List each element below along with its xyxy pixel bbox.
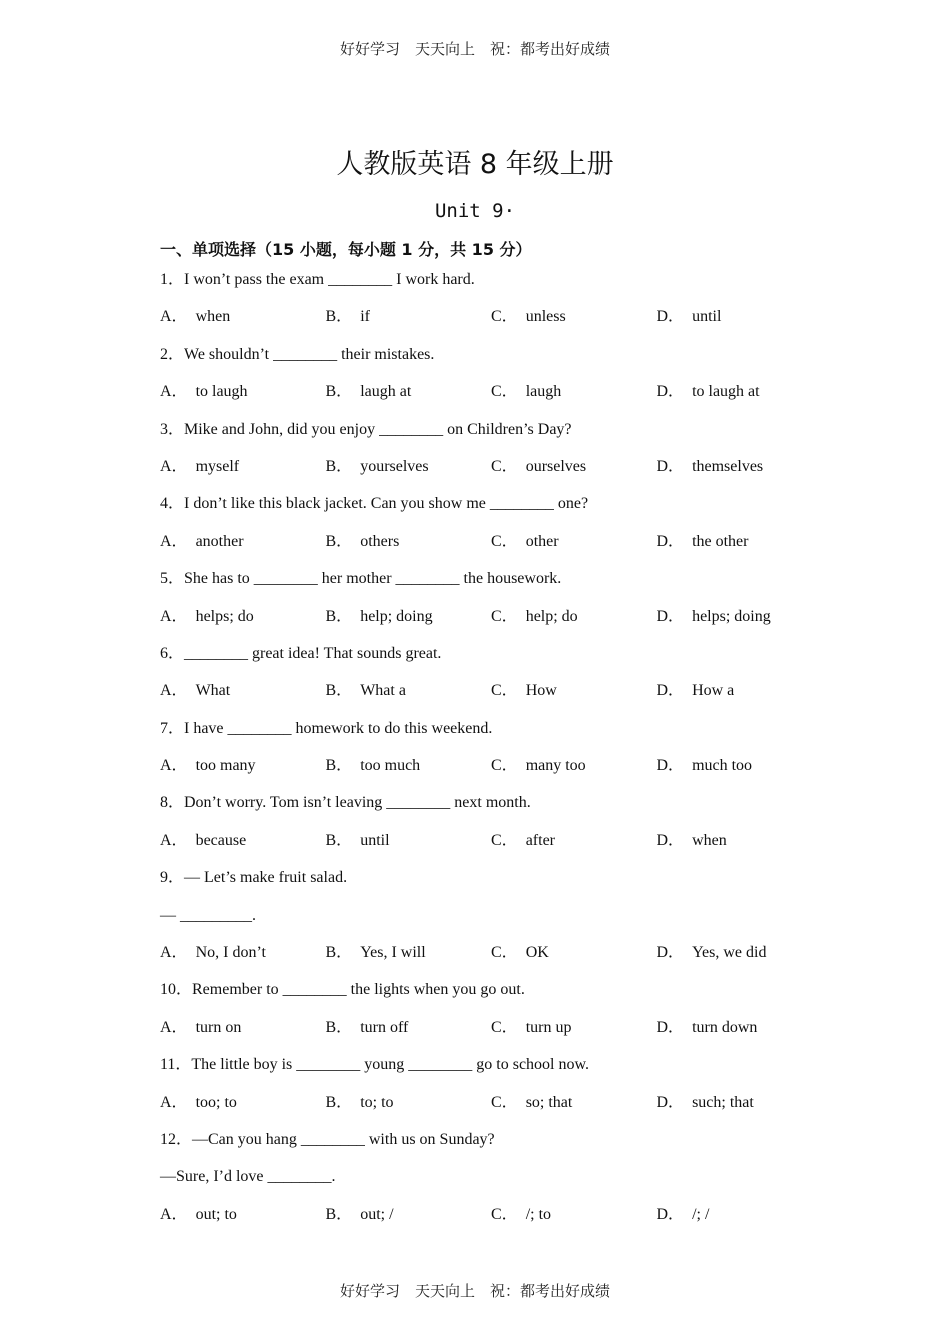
option-a (160, 679, 326, 716)
option-text: turn up (525, 1018, 572, 1036)
question-list (160, 268, 840, 1240)
option-text: help; do (525, 607, 578, 625)
option-a (160, 380, 326, 417)
option-label: A． (160, 532, 188, 550)
option-b (326, 1203, 492, 1240)
option-text: to; to (360, 1093, 394, 1111)
option-text: to laugh at (692, 383, 760, 401)
option-a (160, 530, 326, 567)
option-label: B． (325, 831, 353, 849)
option-label: A． (160, 757, 188, 775)
option-text: turn on (195, 1018, 242, 1036)
option-label: D． (656, 607, 685, 625)
option-text: How a (692, 682, 735, 700)
options-row (160, 305, 840, 342)
document-title: 人教版英语 8 年级上册 (336, 149, 614, 180)
option-c (491, 455, 657, 492)
question-stem: 12．—Can you hang ________ with us on Sunday? (160, 1130, 495, 1148)
options-row (160, 829, 840, 866)
option-a (160, 754, 326, 791)
option-b (326, 679, 492, 716)
option-text: others (360, 532, 400, 550)
option-text: laugh (525, 383, 562, 401)
option-b (326, 380, 492, 417)
option-label: D． (656, 532, 685, 550)
options-row (160, 530, 840, 567)
option-text: Yes, I will (360, 944, 426, 962)
option-text: turn off (360, 1018, 409, 1036)
option-label: B． (325, 757, 353, 775)
option-d (657, 1016, 823, 1053)
option-d (657, 305, 823, 342)
page-footer: 好好学习 天天向上 祝：都考出好成绩 (339, 1282, 610, 1300)
option-c (491, 305, 657, 342)
options-row (160, 941, 840, 978)
question-stem: 4．I don’t like this black jacket. Can you show me ________ one? (160, 495, 589, 513)
option-label: C． (491, 308, 518, 326)
options-row (160, 754, 840, 791)
question-stem: 9．— Let’s make fruit salad. (160, 869, 348, 887)
option-text: themselves (692, 457, 764, 475)
option-b (326, 829, 492, 866)
option-text: How (525, 682, 557, 700)
option-label: B． (325, 1205, 353, 1223)
option-label: D． (656, 308, 685, 326)
options-row (160, 605, 840, 642)
option-text: laugh at (360, 383, 412, 401)
option-text: much too (692, 757, 753, 775)
question-stem: 10．Remember to ________ the lights when you go out. (160, 981, 525, 999)
option-a (160, 829, 326, 866)
option-text: to laugh (195, 383, 248, 401)
options-row (160, 1091, 840, 1128)
option-text: /; / (692, 1205, 710, 1223)
option-b (326, 754, 492, 791)
option-d (657, 1203, 823, 1240)
option-b (326, 605, 492, 642)
option-text: until (692, 308, 722, 326)
option-label: D． (656, 682, 685, 700)
option-label: C． (491, 757, 518, 775)
option-text: turn down (692, 1018, 758, 1036)
option-text: after (525, 831, 555, 849)
option-label: C． (491, 607, 518, 625)
option-text: if (360, 308, 370, 326)
option-label: B． (325, 1018, 353, 1036)
option-label: A． (160, 944, 188, 962)
option-c (491, 829, 657, 866)
option-b (326, 1016, 492, 1053)
option-a (160, 941, 326, 978)
option-c (491, 941, 657, 978)
option-text: helps; do (195, 607, 254, 625)
option-a (160, 1091, 326, 1128)
option-d (657, 605, 823, 642)
option-label: B． (325, 383, 353, 401)
option-label: D． (656, 457, 685, 475)
options-row (160, 679, 840, 716)
option-label: A． (160, 308, 188, 326)
option-d (657, 530, 823, 567)
options-row (160, 455, 840, 492)
option-label: A． (160, 457, 188, 475)
option-label: A． (160, 1205, 188, 1223)
question-stem: 1．I won’t pass the exam ________ I work hard. (160, 271, 475, 288)
option-b (326, 941, 492, 978)
question-stem: — _________. (160, 906, 256, 924)
option-text: out; / (360, 1205, 394, 1223)
option-text: yourselves (360, 457, 429, 475)
option-label: B． (325, 532, 353, 550)
option-text: /; to (525, 1205, 552, 1223)
option-label: D． (656, 831, 685, 849)
option-label: C． (491, 532, 518, 550)
option-text: helps; doing (692, 607, 771, 625)
option-label: A． (160, 383, 188, 401)
option-label: C． (491, 383, 518, 401)
option-a (160, 1203, 326, 1240)
option-text: when (692, 831, 727, 849)
option-label: A． (160, 1093, 188, 1111)
option-label: C． (491, 1205, 518, 1223)
option-label: A． (160, 831, 188, 849)
options-row (160, 1016, 840, 1053)
option-b (326, 530, 492, 567)
option-text: too many (195, 757, 256, 775)
option-text: OK (525, 944, 549, 962)
option-label: D． (656, 1093, 685, 1111)
question-stem: 7．I have ________ homework to do this weekend. (160, 719, 493, 737)
option-label: A． (160, 607, 188, 625)
option-d (657, 679, 823, 716)
option-a (160, 305, 326, 342)
option-b (326, 455, 492, 492)
option-label: B． (325, 457, 353, 475)
option-label: C． (491, 944, 518, 962)
option-label: D． (656, 1018, 685, 1036)
option-text: Yes, we did (692, 944, 767, 962)
option-a (160, 605, 326, 642)
option-c (491, 605, 657, 642)
question-stem: 6．________ great idea! That sounds great. (160, 644, 442, 662)
option-text: myself (195, 457, 240, 475)
option-d (657, 455, 823, 492)
options-row (160, 1203, 840, 1240)
option-label: A． (160, 1018, 188, 1036)
question-stem: 5．She has to ________ her mother ________ the housework. (160, 570, 562, 588)
option-label: C． (491, 457, 518, 475)
option-label: D． (656, 944, 685, 962)
question-stem: 8．Don’t worry. Tom isn’t leaving ________ next month. (160, 794, 531, 812)
option-a (160, 1016, 326, 1053)
option-text: other (525, 532, 559, 550)
option-d (657, 829, 823, 866)
option-text: unless (525, 308, 566, 326)
option-c (491, 1203, 657, 1240)
unit-subtitle: Unit 9· (434, 200, 516, 222)
question-stem: —Sure, I’d love ________. (160, 1168, 336, 1186)
option-d (657, 380, 823, 417)
option-label: B． (325, 607, 353, 625)
option-text: another (195, 532, 244, 550)
option-label: C． (491, 682, 518, 700)
option-text: What a (360, 682, 406, 700)
option-d (657, 754, 823, 791)
option-label: D． (656, 1205, 685, 1223)
option-a (160, 455, 326, 492)
option-label: B． (325, 944, 353, 962)
option-c (491, 1091, 657, 1128)
option-text: out; to (195, 1205, 237, 1223)
option-label: C． (491, 1093, 518, 1111)
option-text: too; to (195, 1093, 237, 1111)
option-label: C． (491, 1018, 518, 1036)
option-d (657, 941, 823, 978)
option-text: so; that (525, 1093, 573, 1111)
option-text: until (360, 831, 390, 849)
option-c (491, 1016, 657, 1053)
option-c (491, 679, 657, 716)
option-c (491, 530, 657, 567)
option-text: the other (692, 532, 749, 550)
option-text: too much (360, 757, 421, 775)
option-c (491, 754, 657, 791)
option-label: D． (656, 757, 685, 775)
option-label: B． (325, 1093, 353, 1111)
option-text: What (195, 682, 231, 700)
option-b (326, 305, 492, 342)
page-header: 好好学习 天天向上 祝：都考出好成绩 (339, 40, 610, 58)
option-label: C． (491, 831, 518, 849)
option-text: No, I don’t (195, 944, 266, 962)
question-stem: 2．We shouldn’t ________ their mistakes. (160, 345, 435, 363)
question-stem: 11．The little boy is ________ young ________ go to school now. (160, 1056, 590, 1074)
option-label: B． (325, 682, 353, 700)
option-label: A． (160, 682, 188, 700)
option-text: many too (525, 757, 586, 775)
option-text: ourselves (525, 457, 587, 475)
section-heading: 一、单项选择（15 小题，每小题 1 分，共 15 分） (160, 240, 532, 259)
option-b (326, 1091, 492, 1128)
option-text: help; doing (360, 607, 433, 625)
options-row (160, 380, 840, 417)
option-text: such; that (692, 1093, 754, 1111)
option-label: D． (656, 383, 685, 401)
option-d (657, 1091, 823, 1128)
option-text: because (195, 831, 247, 849)
option-label: B． (325, 308, 353, 326)
option-text: when (195, 308, 231, 326)
question-stem: 3．Mike and John, did you enjoy ________ on Children’s Day? (160, 420, 572, 438)
option-c (491, 380, 657, 417)
